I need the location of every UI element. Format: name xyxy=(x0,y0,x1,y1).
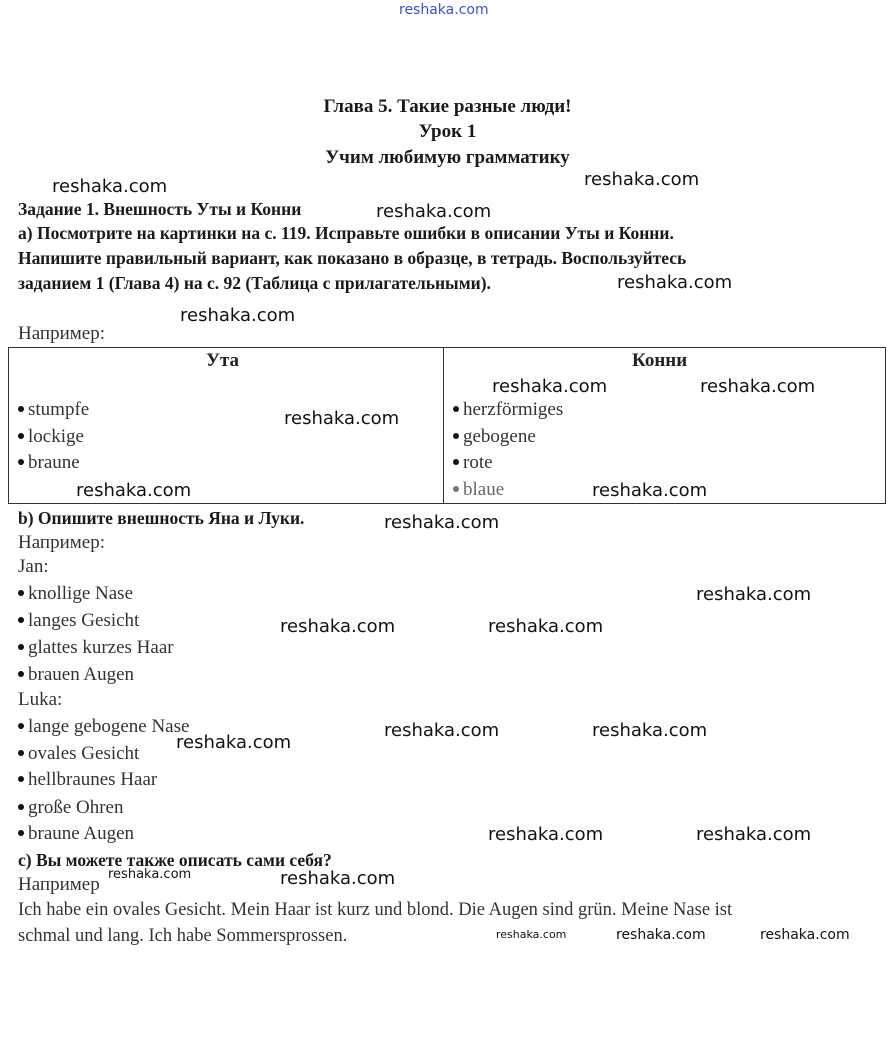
list-item: herzförmiges xyxy=(453,399,563,421)
bullet-icon xyxy=(18,723,24,729)
watermark: reshaka.com xyxy=(280,868,396,889)
watermark: reshaka.com xyxy=(616,927,706,943)
list-item: ovales Gesicht xyxy=(18,743,139,765)
bullet-icon xyxy=(18,776,24,782)
watermark: reshaka.com xyxy=(76,480,192,501)
table-divider xyxy=(443,347,444,503)
list-item: große Ohren xyxy=(18,797,124,819)
list-item: brauen Augen xyxy=(18,664,134,686)
bullet-icon xyxy=(18,750,24,756)
lesson-subtitle: Учим любимую грамматику xyxy=(325,147,570,168)
table-header-konni: Конни xyxy=(632,350,688,371)
list-item: braune Augen xyxy=(18,823,134,845)
list-item: lange gebogene Nase xyxy=(18,716,189,738)
jan-label: Jan: xyxy=(18,556,49,577)
watermark: reshaka.com xyxy=(384,512,500,533)
watermark: reshaka.com xyxy=(592,720,708,741)
bullet-icon xyxy=(18,459,24,465)
bullet-icon xyxy=(18,406,24,412)
watermark: reshaka.com xyxy=(488,824,604,845)
list-item: blaue xyxy=(453,479,504,501)
watermark: reshaka.com xyxy=(108,867,192,882)
list-item: langes Gesicht xyxy=(18,610,139,632)
watermark: reshaka.com xyxy=(176,732,292,753)
example-text-line1: Ich habe ein ovales Gesicht. Mein Haar ist kurz und blond. Die Augen sind grün. Meine Nase ist xyxy=(18,900,733,920)
watermark: reshaka.com xyxy=(180,305,296,326)
example-label-c: Например xyxy=(18,874,100,895)
list-item: rote xyxy=(453,452,493,474)
watermark: reshaka.com xyxy=(52,176,168,197)
bullet-icon xyxy=(18,830,24,836)
list-item: gebogene xyxy=(453,426,536,448)
task-c-title: c) Вы можете также описать сами себя? xyxy=(18,850,332,870)
bullet-icon xyxy=(18,644,24,650)
example-text-line2: schmal und lang. Ich habe Sommersprossen. xyxy=(18,926,348,946)
task1-title: Задание 1. Внешность Уты и Конни xyxy=(18,199,302,219)
watermark: reshaka.com xyxy=(280,616,396,637)
task-b-title: b) Опишите внешность Яна и Луки. xyxy=(18,508,305,528)
list-item: lockige xyxy=(18,426,84,448)
bullet-icon xyxy=(453,406,459,412)
watermark: reshaka.com xyxy=(384,720,500,741)
bullet-icon xyxy=(453,459,459,465)
watermark: reshaka.com xyxy=(700,376,816,397)
watermark: reshaka.com xyxy=(492,376,608,397)
watermark: reshaka.com xyxy=(696,584,812,605)
luka-label: Luka: xyxy=(18,689,63,710)
watermark: reshaka.com xyxy=(496,928,567,941)
watermark: reshaka.com xyxy=(696,824,812,845)
bullet-icon xyxy=(18,617,24,623)
lesson-title: Урок 1 xyxy=(418,121,477,142)
bullet-icon xyxy=(453,486,459,492)
task-a-line1: a) Посмотрите на картинки на с. 119. Исправьте ошибки в описании Уты и Конни. xyxy=(18,223,674,243)
watermark: reshaka.com xyxy=(488,616,604,637)
example-label: Например: xyxy=(18,323,105,344)
chapter-title: Глава 5. Такие разные люди! xyxy=(323,96,572,117)
watermark: reshaka.com xyxy=(617,272,733,293)
table-header-uta: Ута xyxy=(206,350,240,371)
watermark-top[interactable]: reshaka.com xyxy=(399,2,489,18)
example-label-b: Например: xyxy=(18,532,105,553)
watermark: reshaka.com xyxy=(592,480,708,501)
watermark: reshaka.com xyxy=(760,927,850,943)
task-a-line2: Напишите правильный вариант, как показано в образце, в тетрадь. Воспользуйтесь xyxy=(18,248,687,268)
bullet-icon xyxy=(18,433,24,439)
bullet-icon xyxy=(453,433,459,439)
list-item: hellbraunes Haar xyxy=(18,769,157,791)
list-item: glattes kurzes Haar xyxy=(18,637,174,659)
watermark: reshaka.com xyxy=(584,169,700,190)
watermark: reshaka.com xyxy=(284,408,400,429)
task-a-line3: заданием 1 (Глава 4) на с. 92 (Таблица с прилагательными). xyxy=(18,273,491,293)
list-item: knollige Nase xyxy=(18,583,133,605)
bullet-icon xyxy=(18,590,24,596)
bullet-icon xyxy=(18,804,24,810)
list-item: stumpfe xyxy=(18,399,89,421)
list-item: braune xyxy=(18,452,80,474)
bullet-icon xyxy=(18,671,24,677)
watermark: reshaka.com xyxy=(376,201,492,222)
